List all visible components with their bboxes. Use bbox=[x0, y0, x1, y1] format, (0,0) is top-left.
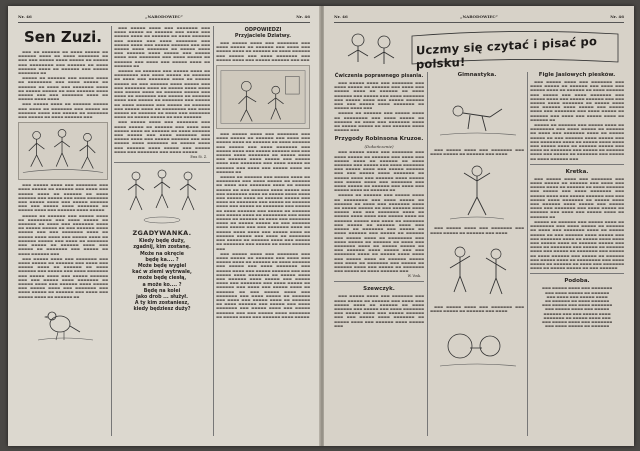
header-rule bbox=[18, 22, 310, 23]
adventures-subtitle: (Dokończenie) bbox=[364, 144, 394, 150]
outro-poem-block: ▬▬▬ ▬▬▬▬▬ ▬▬▬▬ ▬▬▬ ▬▬▬▬▬▬▬ ▬▬▬ ▬▬▬▬ ▬▬▬▬▬ ▬▬ ▬▬▬▬▬▬ ▬▬▬ ▬▬▬▬ ▬▬▬ ▬▬▬▬▬ ▬▬▬▬ ▬▬ ▬▬▬▬▬▬ ▬▬ ▬▬▬▬ ▬▬▬▬▬▬ ▬▬▬ ▬▬▬▬▬ ▬▬▬ ▬▬▬▬ ▬▬▬▬▬▬▬ ▬▬▬ ▬▬▬▬▬ ▬▬▬▬ ▬▬▬ ▬▬▬▬▬ ▬▬▬▬▬▬ ▬▬▬ ▬▬▬ ▬▬▬▬▬ ▬▬▬▬ ▬▬▬▬▬▬▬ ▬▬ ▬▬▬▬▬ ▬▬▬▬ ▬▬▬ ▬▬▬ ▬▬▬▬▬ ▬▬▬▬ ▬▬▬ ▬▬▬▬▬▬▬ ▬▬▬ ▬▬▬▬ ▬▬▬▬▬ ▬▬ ▬▬▬▬▬▬ bbox=[541, 286, 613, 329]
adventures-title: Przygody Robinsona Kruzoe. bbox=[334, 136, 424, 143]
exercises-text-block: ▬▬▬ ▬▬▬▬▬ ▬▬▬▬ ▬▬▬ ▬▬▬▬▬▬▬ ▬▬▬ ▬▬▬▬ ▬▬▬▬▬ ▬▬ ▬▬▬▬▬▬ ▬▬▬ ▬▬▬▬ ▬▬▬ ▬▬▬▬▬ ▬▬▬▬ ▬▬ ▬▬▬▬▬▬ ▬▬ ▬▬▬▬ ▬▬▬▬▬▬ ▬▬▬ ▬▬▬▬▬ ▬▬▬ ▬▬▬▬ ▬▬▬▬▬▬▬ ▬▬▬ ▬▬▬▬▬ ▬▬▬▬ ▬▬▬ ▬▬▬▬▬ ▬▬▬▬▬▬ ▬▬▬ ▬▬▬ ▬▬▬▬▬ ▬▬▬▬ ▬▬▬▬▬▬▬ ▬▬ ▬▬▬▬▬ ▬▬▬▬ ▬▬▬ ▬▬▬▬▬ ▬▬ ▬▬▬▬▬▬ ▬▬▬ ▬▬▬▬▬ ▬▬▬▬ ▬▬ ▬▬▬▬▬▬▬▬ ▬▬▬ ▬▬▬▬ ▬▬▬▬▬ ▬▬ ▬▬▬▬▬▬ ▬▬ ▬▬▬▬ ▬▬▬ ▬▬▬▬▬▬▬ ▬▬▬▬ ▬▬ ▬▬▬▬▬ ▬▬▬▬▬ ▬▬ ▬▬▬ ▬▬▬▬▬▬ ▬▬▬▬ ▬▬▬▬▬ ▬▬▬ bbox=[334, 81, 424, 133]
sparrow-title: Szewczyk. bbox=[363, 286, 395, 293]
poem-line: będę ka.... ? bbox=[145, 257, 179, 263]
column-rule bbox=[111, 26, 112, 436]
poem-line: kiedy będziesz duży? bbox=[133, 307, 191, 313]
right-header-masthead: „NARODOWIEC” bbox=[460, 14, 498, 19]
exercises-title: Ćwiczenia poprawnego pisania. bbox=[334, 73, 424, 79]
gymnastics-caption-1: ▬▬▬ ▬▬▬▬▬ ▬▬▬▬ ▬▬▬ ▬▬▬▬▬▬▬ ▬▬▬ ▬▬▬▬ ▬▬▬▬▬ ▬▬ ▬▬▬▬▬▬ ▬▬▬ ▬▬▬▬ bbox=[430, 148, 524, 157]
gymnastics-caption-2: ▬▬▬ ▬▬▬▬▬ ▬▬▬▬ ▬▬▬ ▬▬▬▬▬▬▬ ▬▬▬ ▬▬▬▬ ▬▬▬▬▬ ▬▬ ▬▬▬▬▬▬ ▬▬▬ ▬▬▬▬ bbox=[430, 226, 524, 235]
poem-line: kać w ziemi wytrwale, bbox=[132, 270, 192, 276]
family-scene-sketch bbox=[217, 66, 309, 128]
mole-title: Kretka. bbox=[565, 168, 589, 175]
adventures-text-block: ▬▬▬ ▬▬▬▬▬ ▬▬▬▬ ▬▬▬ ▬▬▬▬▬▬▬ ▬▬▬ ▬▬▬▬ ▬▬▬▬▬ ▬▬ ▬▬▬▬▬▬ ▬▬▬ ▬▬▬▬ ▬▬▬ ▬▬▬▬▬ ▬▬▬▬ ▬▬ ▬▬▬▬▬▬ ▬▬ ▬▬▬▬ ▬▬▬▬▬▬ ▬▬▬ ▬▬▬▬▬ ▬▬▬ ▬▬▬▬ ▬▬▬▬▬▬▬ ▬▬▬ ▬▬▬▬▬ ▬▬▬▬ ▬▬▬ ▬▬▬▬▬ ▬▬▬▬▬▬ ▬▬▬ ▬▬▬ ▬▬▬▬▬ ▬▬▬▬ ▬▬▬▬▬▬▬ ▬▬ ▬▬▬▬▬ ▬▬▬▬ ▬▬▬ ▬▬▬▬▬▬ ▬▬▬▬ ▬▬▬▬▬ ▬▬▬ ▬▬▬▬▬ ▬▬▬▬ ▬▬▬ ▬▬▬▬▬▬▬ ▬▬▬ ▬▬▬▬ ▬▬▬▬▬ ▬▬ ▬▬▬▬▬▬ ▬▬▬ ▬▬▬▬ ▬▬▬ ▬▬▬▬▬ ▬▬▬▬ ▬▬ ▬▬▬▬▬▬ ▬▬ ▬▬▬▬▬ ▬▬ ▬▬▬▬▬▬ ▬▬▬ ▬▬▬▬▬ ▬▬▬▬ ▬▬ ▬▬▬▬▬▬▬▬ ▬▬▬ ▬▬▬▬ ▬▬▬▬▬ ▬▬ ▬▬▬▬▬▬ ▬▬ ▬▬▬▬ ▬▬▬ ▬▬▬▬▬▬▬ ▬▬▬▬ ▬▬ ▬▬▬▬▬ ▬▬▬▬▬ ▬▬ ▬▬▬ ▬▬▬▬▬▬ ▬▬▬▬ ▬▬▬▬▬ ▬▬▬ ▬▬▬ ▬▬▬▬▬▬▬ ▬▬▬▬ ▬▬ ▬▬▬▬▬ ▬▬▬▬ ▬▬▬▬ ▬▬▬ ▬▬▬▬▬ ▬▬▬▬ ▬▬ ▬▬▬▬▬▬ ▬▬▬▬▬ ▬▬▬ ▬▬▬▬ ▬▬ ▬▬▬▬▬▬▬ ▬▬▬ ▬▬▬▬▬ ▬▬ ▬▬▬▬▬▬ ▬▬▬▬ ▬▬▬ ▬▬▬▬▬ ▬▬ ▬▬▬▬▬▬▬ ▬▬▬ ▬▬▬▬▬ ▬▬ ▬▬▬▬ ▬▬▬▬▬▬ ▬▬▬ ▬▬▬▬▬ ▬▬ ▬▬▬▬▬▬ ▬▬▬ ▬▬▬▬▬ ▬▬▬▬ ▬▬ ▬▬▬▬▬▬▬▬ ▬▬▬ ▬▬▬▬ ▬▬▬▬▬ ▬▬ ▬▬▬▬▬▬ ▬▬ ▬▬▬▬ ▬▬▬ ▬▬▬▬▬▬▬ ▬▬▬▬ ▬▬ ▬▬▬▬▬ ▬▬▬▬▬ ▬▬ ▬▬▬ ▬▬▬▬▬▬ ▬▬▬▬ ▬▬▬▬▬ ▬▬▬ ▬▬▬ ▬▬▬▬▬▬▬ ▬▬▬▬ ▬▬ ▬▬▬▬▬ ▬▬▬▬ ▬▬▬▬ ▬▬▬ ▬▬▬▬▬ ▬▬▬▬ ▬▬ ▬▬▬▬▬▬ ▬▬▬▬▬ ▬▬▬ ▬▬▬▬ ▬▬ ▬▬▬▬▬▬▬ ▬▬▬ ▬▬▬▬▬ ▬▬ ▬▬▬▬▬▬ ▬▬▬▬ ▬▬▬ ▬▬▬▬▬ ▬▬ ▬▬▬▬▬▬▬ ▬▬▬ ▬▬▬▬▬ ▬▬ ▬▬▬▬ ▬▬▬▬▬▬ ▬▬▬ bbox=[334, 150, 424, 274]
songs-column bbox=[530, 72, 624, 438]
poem-line: jako drob ... służył. bbox=[136, 294, 188, 300]
gymnastics-sketch-1 bbox=[430, 81, 524, 145]
family-scene-illustration bbox=[216, 65, 310, 129]
gymnastics-illustration-2 bbox=[430, 159, 524, 223]
newspaper-spread bbox=[8, 6, 634, 446]
bird-sketch bbox=[18, 302, 108, 344]
songs-text-block: ▬▬▬ ▬▬▬▬▬ ▬▬▬▬ ▬▬▬ ▬▬▬▬▬▬▬ ▬▬▬ ▬▬▬▬ ▬▬▬▬▬ ▬▬ ▬▬▬▬▬▬ ▬▬▬ ▬▬▬▬ ▬▬▬ ▬▬▬▬▬ ▬▬▬▬ ▬▬ ▬▬▬▬▬▬ ▬▬ ▬▬▬▬ ▬▬▬▬▬▬ ▬▬▬ ▬▬▬▬▬ ▬▬▬ ▬▬▬▬ ▬▬▬▬▬▬▬ ▬▬▬ ▬▬▬▬▬ ▬▬▬▬ ▬▬▬ ▬▬▬▬▬ ▬▬▬▬▬▬ ▬▬▬ ▬▬▬ ▬▬▬▬▬ ▬▬▬▬ ▬▬▬▬▬▬▬ ▬▬ ▬▬▬▬▬ ▬▬▬▬ ▬▬▬ ▬▬▬▬▬▬ ▬▬▬▬ ▬▬▬▬▬ ▬▬▬ ▬▬▬▬▬ ▬▬▬▬ ▬▬▬ ▬▬▬▬▬▬▬ ▬▬▬ ▬▬▬▬ ▬▬▬▬▬ ▬▬ ▬▬▬▬▬▬ ▬▬▬ ▬▬▬▬ ▬▬▬ ▬▬▬▬▬ ▬▬▬▬ ▬▬ ▬▬▬▬▬▬ ▬▬ ▬▬▬▬▬ ▬▬ ▬▬▬▬▬▬ ▬▬▬ ▬▬▬▬▬ ▬▬▬▬ ▬▬ ▬▬▬▬▬▬▬▬ ▬▬▬ ▬▬▬▬ ▬▬▬▬▬ ▬▬ ▬▬▬▬▬▬ ▬▬ ▬▬▬▬ ▬▬▬ ▬▬▬▬▬▬▬ ▬▬▬▬ ▬▬ ▬▬▬▬▬ ▬▬▬▬▬ ▬▬ ▬▬▬ ▬▬▬▬▬▬ ▬▬▬▬ ▬▬▬▬▬ ▬▬▬ ▬▬▬ ▬▬▬▬▬▬▬ ▬▬▬▬ ▬▬ ▬▬▬▬▬ ▬▬▬▬ ▬▬▬▬ ▬▬▬ ▬▬▬▬▬ ▬▬▬▬ ▬▬ ▬▬▬▬▬▬ ▬▬▬▬▬ ▬▬▬ ▬▬▬▬ ▬▬ ▬▬▬▬▬▬▬ ▬▬▬ ▬▬▬▬▬ ▬▬ ▬▬▬▬▬▬ ▬▬▬▬ ▬▬▬ ▬▬▬▬▬ ▬▬ ▬▬▬▬▬▬▬ ▬▬▬ ▬▬▬▬▬ ▬▬ ▬▬▬▬ ▬▬▬▬▬▬ ▬▬▬ bbox=[530, 80, 624, 161]
right-page bbox=[324, 6, 634, 446]
gymnastics-illustration-4 bbox=[430, 316, 524, 372]
exercises-column bbox=[334, 72, 424, 438]
gymnastics-illustration-1 bbox=[430, 81, 524, 145]
section-divider bbox=[334, 281, 424, 282]
bird-illustration bbox=[18, 302, 108, 344]
gymnastics-title: Gimnastyka. bbox=[457, 72, 497, 78]
gymnastics-caption-3: ▬▬▬ ▬▬▬▬▬ ▬▬▬▬ ▬▬▬ ▬▬▬▬▬▬▬ ▬▬▬ ▬▬▬▬ ▬▬▬▬▬ ▬▬ ▬▬▬▬▬▬ ▬▬▬ ▬▬▬▬ bbox=[430, 304, 524, 314]
answers-text-block-2: ▬▬▬ ▬▬▬▬▬ ▬▬▬▬ ▬▬▬ ▬▬▬▬▬▬▬ ▬▬▬ ▬▬▬▬ ▬▬▬▬▬ ▬▬ ▬▬▬▬▬▬ ▬▬▬ ▬▬▬▬ ▬▬▬ ▬▬▬▬▬ ▬▬▬▬ ▬▬ ▬▬▬▬▬▬ ▬▬ ▬▬▬▬ ▬▬▬▬▬▬ ▬▬▬ ▬▬▬▬▬ ▬▬▬ ▬▬▬▬ ▬▬▬▬▬▬▬ ▬▬▬ ▬▬▬▬▬ ▬▬▬▬ ▬▬▬ ▬▬▬▬▬ ▬▬▬▬▬▬ ▬▬▬ ▬▬▬ ▬▬▬▬▬ ▬▬▬▬ ▬▬▬▬▬▬▬ ▬▬ ▬▬▬▬▬ ▬▬▬▬ ▬▬▬ ▬▬▬▬▬▬ ▬▬▬▬ ▬▬▬▬▬ ▬▬▬ ▬▬▬▬▬ ▬▬▬▬ ▬▬▬ ▬▬▬▬▬▬▬ ▬▬▬ ▬▬▬▬ ▬▬▬▬▬ ▬▬ ▬▬▬▬▬▬ ▬▬▬ ▬▬▬▬ ▬▬▬ ▬▬▬▬▬ ▬▬▬▬ ▬▬ ▬▬▬▬▬▬ ▬▬ ▬▬▬▬▬ ▬▬ ▬▬▬▬▬▬ ▬▬▬ ▬▬▬▬▬ ▬▬▬▬ ▬▬ ▬▬▬▬▬▬▬▬ ▬▬▬ ▬▬▬▬ ▬▬▬▬▬ ▬▬ ▬▬▬▬▬▬ ▬▬ ▬▬▬▬ ▬▬▬ ▬▬▬▬▬▬▬ ▬▬▬▬ ▬▬ ▬▬▬▬▬ ▬▬▬▬▬ ▬▬ ▬▬▬ ▬▬▬▬▬▬ ▬▬▬▬ ▬▬▬▬▬ ▬▬▬ ▬▬▬ ▬▬▬▬▬▬▬ ▬▬▬▬ ▬▬ ▬▬▬▬▬ ▬▬▬▬ ▬▬▬▬ ▬▬▬ ▬▬▬▬▬ ▬▬▬▬ ▬▬ ▬▬▬▬▬▬ ▬▬▬▬▬ ▬▬▬ ▬▬▬▬ ▬▬ ▬▬▬▬▬▬▬ ▬▬▬ ▬▬▬▬▬ ▬▬ ▬▬▬▬▬▬ ▬▬▬▬ ▬▬▬ ▬▬▬▬▬ ▬▬ ▬▬▬▬▬▬▬ ▬▬▬ ▬▬▬▬▬ ▬▬ ▬▬▬▬ ▬▬▬▬▬▬ ▬▬▬ ▬▬▬▬▬ ▬▬ ▬▬▬▬▬▬ ▬▬▬ ▬▬▬▬▬ ▬▬▬▬ ▬▬ ▬▬▬▬▬▬▬▬ ▬▬▬ ▬▬▬▬ ▬▬▬▬▬ ▬▬ ▬▬▬▬▬▬ ▬▬ ▬▬▬▬ ▬▬▬ ▬▬▬▬▬▬▬ ▬▬▬▬ ▬▬ ▬▬▬▬▬ ▬▬▬▬▬ ▬▬ ▬▬▬ ▬▬▬▬▬▬ ▬▬▬▬ ▬▬▬▬▬ ▬▬▬ ▬▬▬ ▬▬▬▬▬▬▬ ▬▬▬▬ ▬▬ ▬▬▬▬▬ ▬▬▬▬ ▬▬▬▬ ▬▬▬ ▬▬▬▬▬ ▬▬▬▬ ▬▬ ▬▬▬▬▬▬ ▬▬▬▬▬ ▬▬▬ ▬▬▬▬ ▬▬ ▬▬▬▬▬▬▬ ▬▬▬ ▬▬▬▬▬ ▬▬ ▬▬▬▬▬▬ ▬▬▬▬ ▬▬▬ ▬▬▬▬▬ ▬▬ ▬▬▬▬▬▬▬ ▬▬▬ ▬▬▬▬▬ ▬▬ ▬▬▬▬ ▬▬▬▬▬▬ ▬▬▬ ▬▬▬ ▬▬▬▬▬ ▬▬▬▬ ▬▬▬ ▬▬▬▬▬▬▬ ▬▬▬ ▬▬▬▬ ▬▬▬▬▬ ▬▬ ▬▬▬▬▬▬ ▬▬▬ ▬▬▬▬ ▬▬▬ ▬▬▬▬▬ ▬▬▬▬ ▬▬ ▬▬▬▬▬▬ ▬▬ ▬▬▬▬ ▬▬▬▬▬▬ ▬▬▬ ▬▬▬▬▬ ▬▬▬ ▬▬▬▬ ▬▬▬▬▬▬▬ ▬▬▬ ▬▬▬▬▬ ▬▬▬▬ ▬▬▬ ▬▬▬▬▬ ▬▬▬▬▬▬ ▬▬▬ ▬▬▬ ▬▬▬▬▬ ▬▬▬▬ ▬▬▬▬▬▬▬ ▬▬ ▬▬▬▬▬ ▬▬▬▬ ▬▬▬ ▬▬▬▬▬▬ ▬▬▬▬ ▬▬▬▬▬ ▬▬▬ ▬▬▬▬▬ ▬▬▬▬ ▬▬▬ ▬▬▬▬▬▬▬ ▬▬▬ ▬▬▬▬ ▬▬▬▬▬ ▬▬ ▬▬▬▬▬▬ ▬▬▬ ▬▬▬▬ ▬▬▬ ▬▬▬▬▬ ▬▬▬▬ ▬▬ ▬▬▬▬▬▬ ▬▬ ▬▬▬ ▬▬▬▬▬ ▬▬▬▬ ▬▬▬ ▬▬▬▬▬▬▬ ▬▬▬ ▬▬▬▬ ▬▬▬▬▬ ▬▬ ▬▬▬▬▬▬ ▬▬▬ ▬▬▬▬ ▬▬▬ ▬▬▬▬▬ ▬▬▬▬ ▬▬ ▬▬▬▬▬▬ ▬▬ ▬▬▬▬ ▬▬▬▬▬▬ ▬▬▬ ▬▬▬▬▬ ▬▬▬ ▬▬▬▬ ▬▬▬▬▬▬▬ ▬▬▬ ▬▬▬▬▬ ▬▬▬▬ ▬▬▬ ▬▬▬▬▬ ▬▬▬▬▬▬ ▬▬▬ ▬▬▬ ▬▬▬▬▬ ▬▬▬▬ ▬▬▬▬▬▬▬ ▬▬ ▬▬▬▬▬ ▬▬▬▬ ▬▬▬ ▬▬▬▬▬▬ ▬▬▬▬ ▬▬▬▬▬ bbox=[216, 132, 310, 319]
contest-title: ZGADYWANKA. bbox=[132, 229, 192, 238]
contest-poem bbox=[114, 239, 210, 313]
children-line-illustration bbox=[114, 166, 210, 226]
children-sketch bbox=[19, 123, 107, 179]
poem-line: może będę ciesłą, bbox=[137, 276, 187, 282]
mole-text-block: ▬▬▬ ▬▬▬▬▬ ▬▬▬▬ ▬▬▬ ▬▬▬▬▬▬▬ ▬▬▬ ▬▬▬▬ ▬▬▬▬▬ ▬▬ ▬▬▬▬▬▬ ▬▬▬ ▬▬▬▬ ▬▬▬ ▬▬▬▬▬ ▬▬▬▬ ▬▬ ▬▬▬▬▬▬ ▬▬ ▬▬▬▬ ▬▬▬▬▬▬ ▬▬▬ ▬▬▬▬▬ ▬▬▬ ▬▬▬▬ ▬▬▬▬▬▬▬ ▬▬▬ ▬▬▬▬▬ ▬▬▬▬ ▬▬▬ ▬▬▬▬▬ ▬▬▬▬▬▬ ▬▬▬ ▬▬▬ ▬▬▬▬▬ ▬▬▬▬ ▬▬▬▬▬▬▬ ▬▬ ▬▬▬▬▬ ▬▬▬▬ ▬▬▬ ▬▬▬▬▬▬ ▬▬▬▬ ▬▬▬▬▬ ▬▬▬ ▬▬▬▬▬ ▬▬▬▬ ▬▬▬ ▬▬▬▬▬▬▬ ▬▬▬ ▬▬▬▬ ▬▬▬▬▬ ▬▬ ▬▬▬▬▬▬ ▬▬▬ ▬▬▬▬ ▬▬▬ ▬▬▬▬▬ ▬▬▬▬ ▬▬ ▬▬▬▬▬▬ ▬▬ ▬▬▬▬▬ ▬▬ ▬▬▬▬▬▬ ▬▬▬ ▬▬▬▬▬ ▬▬▬▬ ▬▬ ▬▬▬▬▬▬▬▬ ▬▬▬ ▬▬▬▬ ▬▬▬▬▬ ▬▬ ▬▬▬▬▬▬ ▬▬ ▬▬▬▬ ▬▬▬ ▬▬▬▬▬▬▬ ▬▬▬▬ ▬▬ ▬▬▬▬▬ ▬▬▬▬▬ ▬▬ ▬▬▬ ▬▬▬▬▬▬ ▬▬▬▬ ▬▬▬▬▬ ▬▬▬ ▬▬▬ ▬▬▬▬▬▬▬ ▬▬▬▬ ▬▬ ▬▬▬▬▬ ▬▬▬▬ ▬▬▬▬ ▬▬▬ ▬▬▬▬▬ ▬▬▬▬ ▬▬ ▬▬▬▬▬▬ ▬▬▬▬▬ ▬▬▬ ▬▬▬▬ ▬▬ ▬▬▬▬▬▬▬ ▬▬▬ ▬▬▬▬▬ ▬▬ ▬▬▬▬▬▬ ▬▬▬▬ ▬▬▬ ▬▬▬▬▬ ▬▬ ▬▬▬▬▬▬▬ ▬▬▬ ▬▬▬▬▬ ▬▬ ▬▬▬▬ ▬▬▬▬▬▬ ▬▬▬ ▬▬▬▬▬ ▬▬ ▬▬▬▬▬▬ ▬▬▬ ▬▬▬▬▬ ▬▬▬▬ ▬▬ ▬▬▬▬▬▬▬▬ ▬▬▬ ▬▬▬▬ ▬▬▬▬▬ ▬▬ ▬▬▬▬▬▬ ▬▬ ▬▬▬▬ ▬▬▬ ▬▬▬▬▬▬▬ ▬▬▬▬ ▬▬ ▬▬▬▬▬ ▬▬▬▬▬ ▬▬ ▬▬▬ ▬▬▬▬▬▬ bbox=[530, 176, 624, 271]
poem-line: zgadnij, kim zostanę. bbox=[133, 245, 191, 251]
right-header-issue-right: Nr. 46 bbox=[610, 14, 624, 19]
poem-line: a może ko.... ? bbox=[142, 282, 182, 288]
story-column-2 bbox=[114, 26, 210, 438]
left-header-masthead: „NARODOWIEC” bbox=[145, 14, 183, 19]
sparrow-text-block: ▬▬▬ ▬▬▬▬▬ ▬▬▬▬ ▬▬▬ ▬▬▬▬▬▬▬ ▬▬▬ ▬▬▬▬ ▬▬▬▬▬ ▬▬ ▬▬▬▬▬▬ ▬▬▬ ▬▬▬▬ ▬▬▬ ▬▬▬▬▬ ▬▬▬▬ ▬▬ ▬▬▬▬▬▬ ▬▬ ▬▬▬▬ ▬▬▬▬▬▬ ▬▬▬ ▬▬▬▬▬ ▬▬▬ ▬▬▬▬ ▬▬▬▬▬▬▬ ▬▬▬ ▬▬▬▬▬ ▬▬▬▬ ▬▬▬ ▬▬▬▬▬ ▬▬▬▬▬▬ ▬▬▬ ▬▬▬ ▬▬▬▬▬ ▬▬▬▬ ▬▬▬▬▬▬▬ ▬▬ ▬▬▬▬▬ ▬▬▬▬ ▬▬▬ ▬▬▬▬▬▬ ▬▬▬▬ ▬▬▬▬▬ ▬▬▬ bbox=[334, 294, 424, 328]
left-header-issue-right: Nr. 46 bbox=[296, 14, 310, 19]
gymnastics-illustration-3 bbox=[430, 238, 524, 302]
adventures-signature: W. Vosk. bbox=[407, 274, 421, 279]
story-column-1 bbox=[18, 26, 108, 438]
story-title: Sen Zuzi. bbox=[23, 28, 102, 46]
gymnastics-column bbox=[430, 72, 524, 438]
gymnastics-sketch-2 bbox=[430, 159, 524, 223]
children-playing-illustration bbox=[18, 122, 108, 180]
right-page-header bbox=[334, 14, 624, 22]
answers-column bbox=[216, 26, 310, 438]
story-text-block-3: ▬▬▬ ▬▬▬▬▬ ▬▬▬▬ ▬▬▬ ▬▬▬▬▬▬▬ ▬▬▬ ▬▬▬▬ ▬▬▬▬▬ ▬▬ ▬▬▬▬▬▬ ▬▬▬ ▬▬▬▬ ▬▬▬ ▬▬▬▬▬ ▬▬▬▬ ▬▬ ▬▬▬▬▬▬ ▬▬ ▬▬▬▬ ▬▬▬▬▬▬ ▬▬▬ ▬▬▬▬▬ ▬▬▬ ▬▬▬▬ ▬▬▬▬▬▬▬ ▬▬▬ ▬▬▬▬▬ ▬▬▬▬ ▬▬▬ ▬▬▬▬▬ ▬▬▬▬▬▬ ▬▬▬ ▬▬▬ ▬▬▬▬▬ ▬▬▬▬ ▬▬▬▬▬▬▬ ▬▬ ▬▬▬▬▬ ▬▬▬▬ ▬▬▬ ▬▬▬▬▬▬ ▬▬▬▬ ▬▬▬▬▬ ▬▬▬ ▬▬▬▬▬ ▬▬▬▬ ▬▬▬ ▬▬▬▬▬▬▬ ▬▬▬ ▬▬▬▬ ▬▬▬▬▬ ▬▬ ▬▬▬▬▬▬ ▬▬▬ ▬▬▬▬ ▬▬▬ ▬▬▬▬▬ ▬▬▬▬ ▬▬ ▬▬▬▬▬▬ ▬▬ ▬▬▬▬▬ ▬▬ ▬▬▬▬▬▬ ▬▬▬ ▬▬▬▬▬ ▬▬▬▬ ▬▬ ▬▬▬▬▬▬▬▬ ▬▬▬ ▬▬▬▬ ▬▬▬▬▬ ▬▬ ▬▬▬▬▬▬ ▬▬ ▬▬▬▬ ▬▬▬ ▬▬▬▬▬▬▬ ▬▬▬▬ ▬▬ ▬▬▬▬▬ ▬▬▬▬▬ ▬▬ ▬▬▬ ▬▬▬▬▬▬ ▬▬▬▬ ▬▬▬▬▬ ▬▬▬ ▬▬▬ ▬▬▬▬▬▬▬ ▬▬▬▬ ▬▬ ▬▬▬▬▬ ▬▬▬▬ ▬▬▬▬ ▬▬▬ ▬▬▬▬▬ ▬▬▬▬ ▬▬ ▬▬▬▬▬▬ ▬▬▬▬▬ ▬▬▬ ▬▬▬▬ ▬▬ ▬▬▬▬▬▬▬ ▬▬▬ ▬▬▬▬▬ ▬▬ ▬▬▬▬▬▬ ▬▬▬▬ ▬▬▬ ▬▬▬▬▬ ▬▬ ▬▬▬▬▬▬▬ ▬▬▬ ▬▬▬▬▬ ▬▬ ▬▬▬▬ ▬▬▬▬▬▬ ▬▬▬ ▬▬▬▬▬ ▬▬ ▬▬▬▬▬▬ ▬▬▬ ▬▬▬▬▬ ▬▬▬▬ ▬▬ ▬▬▬▬▬▬▬▬ ▬▬▬ ▬▬▬▬ ▬▬▬▬▬ ▬▬ ▬▬▬▬▬▬ ▬▬ ▬▬▬▬ ▬▬▬ ▬▬▬▬▬▬▬ ▬▬▬▬ ▬▬ ▬▬▬▬▬ ▬▬▬▬▬ ▬▬ ▬▬▬ ▬▬▬▬▬▬ ▬▬▬ ▬▬▬▬▬ ▬▬▬▬ ▬▬▬ ▬▬▬▬▬▬▬ ▬▬▬ ▬▬▬▬ ▬▬▬▬▬ ▬▬ ▬▬▬▬▬▬ ▬▬▬ ▬▬▬▬ ▬▬▬ ▬▬▬▬▬ ▬▬▬▬ ▬▬ ▬▬▬▬▬▬ ▬▬ ▬▬▬▬ ▬▬▬▬▬▬ ▬▬▬ ▬▬▬▬▬ ▬▬▬ ▬▬▬▬ ▬▬▬▬▬▬▬ ▬▬▬ ▬▬▬▬▬ ▬▬▬▬ ▬▬▬ ▬▬▬▬▬ ▬▬▬▬▬▬ ▬▬▬ ▬▬▬ ▬▬▬▬▬ ▬▬▬▬ ▬▬▬▬▬▬▬ ▬▬ ▬▬▬▬▬ ▬▬▬▬ ▬▬▬ ▬▬▬▬▬▬ ▬▬▬▬ ▬▬▬▬▬ ▬▬▬ ▬▬▬▬▬ ▬▬▬▬ ▬▬▬ ▬▬▬▬▬▬▬ ▬▬▬ ▬▬▬▬ ▬▬▬▬▬ bbox=[114, 26, 210, 154]
poem-line: Może będę wygiel bbox=[137, 263, 187, 269]
column-rule bbox=[527, 72, 528, 436]
left-page-header bbox=[18, 14, 310, 22]
outro-title: Podoba. bbox=[564, 278, 590, 285]
children-line-sketch bbox=[114, 166, 210, 226]
left-page bbox=[8, 6, 320, 446]
gymnastics-sketch-4 bbox=[430, 316, 524, 372]
answers-text-block: ▬▬▬ ▬▬▬▬▬ ▬▬▬▬ ▬▬▬ ▬▬▬▬▬▬▬ ▬▬▬ ▬▬▬▬ ▬▬▬▬▬ ▬▬ ▬▬▬▬▬▬ ▬▬▬ ▬▬▬▬ ▬▬▬ ▬▬▬▬▬ ▬▬▬▬ ▬▬ ▬▬▬▬▬▬ ▬▬ ▬▬▬▬ ▬▬▬▬▬▬ ▬▬▬ ▬▬▬▬▬ ▬▬▬ ▬▬▬▬ ▬▬▬▬▬▬▬ ▬▬▬ ▬▬▬▬▬ ▬▬▬▬ ▬▬▬ ▬▬▬▬▬ ▬▬▬▬▬▬ ▬▬▬ ▬▬▬ bbox=[216, 41, 310, 62]
left-header-issue: Nr. 46 bbox=[18, 14, 32, 19]
banner bbox=[334, 26, 624, 70]
poem-line: A ty kim zostaniesz, bbox=[134, 301, 190, 307]
section-divider bbox=[530, 273, 624, 274]
banner-title: Uczmy się czytać i pisać po polsku! bbox=[416, 33, 598, 72]
story-text-block-2: ▬▬▬ ▬▬▬▬▬ ▬▬▬▬ ▬▬▬ ▬▬▬▬▬▬▬ ▬▬▬ ▬▬▬▬ ▬▬▬▬▬ ▬▬ ▬▬▬▬▬▬ ▬▬▬ ▬▬▬▬ ▬▬▬ ▬▬▬▬▬ ▬▬▬▬ ▬▬ ▬▬▬▬▬▬ ▬▬ ▬▬▬▬ ▬▬▬▬▬▬ ▬▬▬ ▬▬▬▬▬ ▬▬▬ ▬▬▬▬ ▬▬▬▬▬▬▬ ▬▬▬ ▬▬▬▬▬ ▬▬▬▬ ▬▬▬ ▬▬▬▬▬ ▬▬▬▬▬▬ ▬▬▬ ▬▬▬ ▬▬▬▬▬ ▬▬▬▬ ▬▬▬▬▬▬▬ ▬▬ ▬▬▬▬▬ ▬▬▬▬ ▬▬▬ ▬▬▬▬▬▬ ▬▬▬▬ ▬▬▬▬▬ ▬▬▬▬▬ ▬▬ ▬▬▬▬▬▬ ▬▬▬ ▬▬▬▬▬ ▬▬▬▬ ▬▬ ▬▬▬▬▬▬▬▬ ▬▬▬ ▬▬▬▬ ▬▬▬▬▬ ▬▬ ▬▬▬▬▬▬ ▬▬ ▬▬▬▬ ▬▬▬ ▬▬▬▬▬▬▬ ▬▬▬▬ ▬▬ ▬▬▬▬▬ ▬▬▬▬▬ ▬▬ ▬▬▬ ▬▬▬▬▬▬ ▬▬▬▬ ▬▬▬▬▬ ▬▬▬ ▬▬▬ ▬▬▬▬▬▬▬ ▬▬▬▬ ▬▬ ▬▬▬▬▬ ▬▬▬▬ ▬▬▬▬ ▬▬▬ ▬▬▬▬▬ ▬▬▬▬ ▬▬ ▬▬▬▬▬▬ ▬▬▬▬▬ ▬▬▬ ▬▬▬▬ ▬▬ ▬▬▬▬▬▬▬ ▬▬▬ ▬▬▬▬▬ ▬▬ ▬▬▬▬▬▬ ▬▬▬▬ ▬▬▬ ▬▬▬▬▬ ▬▬ ▬▬▬▬▬▬▬ ▬▬▬ ▬▬▬▬▬ ▬▬ ▬▬▬▬ ▬▬▬▬▬▬ ▬▬▬ ▬▬▬ ▬▬▬▬▬ ▬▬▬▬ ▬▬▬ ▬▬▬▬▬▬▬ ▬▬▬ ▬▬▬▬ ▬▬▬▬▬ ▬▬ ▬▬▬▬▬▬ ▬▬▬ ▬▬▬▬ ▬▬▬ ▬▬▬▬▬ ▬▬▬▬ ▬▬ ▬▬▬▬▬▬ ▬▬ ▬▬▬▬ ▬▬▬▬▬▬ ▬▬▬ ▬▬▬▬▬ ▬▬▬ ▬▬▬▬ ▬▬▬▬▬▬▬ ▬▬▬ ▬▬▬▬▬ ▬▬▬▬ ▬▬▬ ▬▬▬▬▬ ▬▬▬▬▬▬ ▬▬▬ ▬▬▬ ▬▬▬▬▬ ▬▬▬▬ ▬▬▬▬▬▬▬ ▬▬ ▬▬▬▬▬ ▬▬▬▬ ▬▬▬ ▬▬▬▬▬▬ ▬▬▬▬ ▬▬▬▬▬ ▬▬▬ ▬▬▬▬▬ ▬▬▬▬ ▬▬▬ ▬▬▬▬▬▬▬ ▬▬▬ ▬▬▬▬ ▬▬▬▬▬ ▬▬ ▬▬▬▬▬▬ ▬▬▬ ▬▬▬▬ ▬▬▬ ▬▬▬▬▬ ▬▬▬▬ ▬▬ ▬▬▬▬▬▬ ▬▬ bbox=[18, 183, 108, 299]
column-rule bbox=[213, 26, 214, 436]
poem-line: Może na okręcie bbox=[140, 251, 184, 257]
answers-title: ODPOWIEDZI Przyjaciele Dziatwy. bbox=[234, 27, 292, 39]
story-signature: Ewa St. Z. bbox=[190, 155, 207, 160]
section-divider bbox=[114, 162, 210, 163]
story-text-block: ▬▬▬ ▬▬ ▬▬▬▬▬▬ ▬▬ ▬▬▬▬ ▬▬▬▬▬ ▬▬ ▬▬▬▬▬▬ ▬▬▬▬ ▬▬ ▬▬▬▬ ▬▬▬▬▬▬▬ ▬▬ ▬▬▬ ▬▬▬ ▬▬▬▬▬ ▬▬▬▬ ▬▬▬▬▬ ▬▬ ▬▬▬▬▬ ▬▬▬ ▬▬▬▬▬▬▬▬ ▬▬▬ ▬▬▬▬▬▬ ▬▬ ▬▬▬▬ ▬▬▬▬▬▬ ▬▬▬▬ ▬▬ ▬▬▬▬▬▬ ▬▬▬ ▬▬▬▬▬ ▬▬▬▬▬▬▬ ▬▬ ▬▬▬▬▬ ▬▬ ▬▬▬▬▬▬ ▬▬▬ ▬▬▬▬▬ ▬▬▬▬ ▬▬ ▬▬▬▬▬▬▬▬ ▬▬▬ ▬▬▬▬ ▬▬▬▬▬ ▬▬ ▬▬▬▬▬▬ ▬▬ ▬▬▬▬ ▬▬▬ ▬▬▬▬▬▬▬ ▬▬▬▬ ▬▬ ▬▬▬▬▬ ▬▬▬▬▬ ▬▬ ▬▬▬ ▬▬▬▬▬▬ ▬▬▬▬ ▬▬▬▬▬ ▬▬▬ ▬▬▬ ▬▬▬▬▬▬▬ ▬▬▬▬ ▬▬ ▬▬▬▬▬ ▬▬▬▬ ▬▬▬▬ ▬▬▬ ▬▬▬▬▬ ▬▬▬▬ ▬▬ ▬▬▬▬▬▬ ▬▬▬▬▬ ▬▬▬ ▬▬▬▬ ▬▬ ▬▬▬▬▬▬▬ ▬▬▬ ▬▬▬▬▬ ▬▬ ▬▬▬▬▬▬ ▬▬▬▬ ▬▬▬ ▬▬▬▬▬ ▬▬ ▬▬▬▬▬▬▬ ▬▬▬ ▬▬▬▬▬ ▬▬ ▬▬▬▬ ▬▬▬▬▬▬ ▬▬▬ bbox=[18, 50, 108, 120]
column-rule bbox=[427, 72, 428, 436]
songs-title: Figle Jasiowych piesków. bbox=[538, 72, 616, 78]
right-header-issue: Nr. 46 bbox=[334, 14, 348, 19]
gymnastics-sketch-3 bbox=[430, 238, 524, 302]
section-divider bbox=[530, 164, 624, 165]
header-rule bbox=[334, 22, 624, 23]
poem-line: Kiedy będę duży, bbox=[138, 239, 186, 245]
poem-line: Będę na kolei bbox=[143, 288, 181, 294]
